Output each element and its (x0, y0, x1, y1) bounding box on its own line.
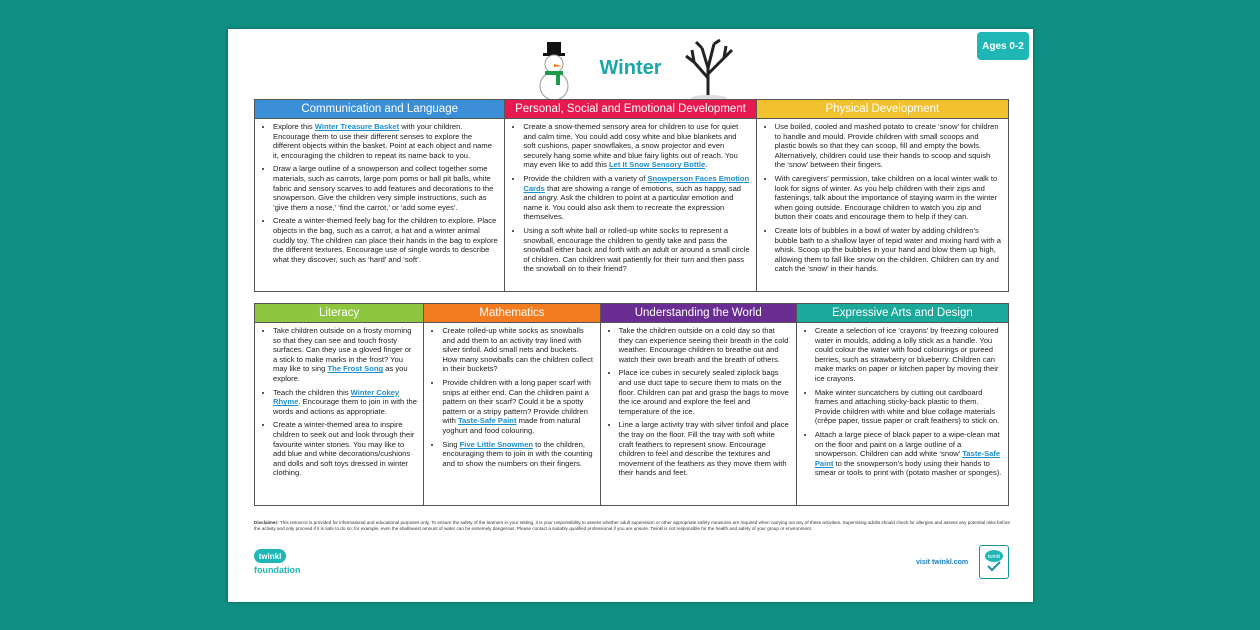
svg-text:twinkl: twinkl (987, 554, 1001, 560)
activity-list (255, 119, 504, 268)
activity-item: • Sing Five Little Snowmen to the children, encouraging them to join in with the counting and to show the numbers on their fingers. (442, 440, 593, 469)
activity-item: • Draw a large outline of a snowperson and collect together some materials, such as carrots, large pom poms or ball pit balls, white fabric and sensory scarves to add features and decorations to the snowperson. Give the children very simple instructions, such as ‘give them a nose,’ ‘find the carrot,’ or ‘add some eyes’. (273, 164, 498, 212)
activity-item: • Create a selection of ice ‘crayons’ by freezing coloured water in moulds, adding a lolly stick as a handle. You could colour the water with food colourings or pureed berries, such as strawberry or blueberry. Children can make marks on paper or kitchen paper by moving their ice crayons. (815, 326, 1002, 384)
page-title: Winter (599, 57, 662, 79)
section-expressive-arts (797, 304, 1008, 505)
activity-item: • With caregivers’ permission, take children on a local winter walk to look for signs of winter. As you help children with their zips and fastenings, talk about the importance of staying warm in the winter when going outside. Encourage children to watch you zip and button their coats and encourage them to help if they can. (775, 174, 1002, 222)
section-heading: Communication and Language (255, 100, 504, 119)
visit-link[interactable]: visit twinkl.com (916, 559, 969, 566)
resource-link[interactable]: Winter Cokey Rhyme (273, 387, 400, 407)
activity-item: • Create lots of bubbles in a bowl of water by adding children’s bubble bath to a shallow layer of tepid water and mixing hard with a whisk. Scoop up the bubbles in your hand and blow them up high, allowing them to fall like snow on the children. Children can try and catch the ‘snow’ in their hands. (775, 226, 1002, 274)
section-literacy (255, 304, 424, 505)
activity-list (505, 119, 755, 278)
section-understanding-world (601, 304, 797, 505)
resource-link[interactable]: Snowperson Faces Emotion Cards (523, 173, 750, 193)
activity-item: • Using a soft white ball or rolled-up white socks to represent a snowball, encourage the children to gently take and pass the snowball either back and forth with an adult or around a small circle of children. Can children wait patiently for their turn and then pass the snowball on to their friend? (523, 226, 749, 274)
section-heading: Physical Development (757, 100, 1008, 119)
activity-item: • Create a winter-themed feely bag for the children to explore. Place objects in the bag, such as a carrot, a hat and a winter animal cuddly toy. The children can place their hands in the bag to explore the different textures. Encourage use of single words to describe what they discover, such as ‘hard’ and ‘soft’. (273, 216, 498, 264)
activity-item: • Take children outside on a frosty morning so that they can see and touch frosty surfaces. Can they use a gloved finger or a stick to make marks in the frost? You may like to sing The Frost Song as you explore. (273, 326, 417, 384)
resource-link[interactable]: Taste-Safe Paint (814, 449, 1001, 468)
twinkl-foundation-logo (254, 545, 304, 579)
activity-list (601, 323, 796, 482)
quality-assured-badge (979, 545, 1009, 579)
ages-badge: Ages 0-2 (977, 32, 1029, 60)
activity-item: • Teach the children this Winter Cokey Rhyme. Encourage them to join in with the words and actions as appropriate. (273, 388, 417, 417)
section-communication-language (255, 100, 505, 291)
activity-sheet (228, 29, 1033, 602)
resource-link[interactable]: Winter Treasure Basket (314, 122, 400, 131)
section-mathematics (424, 304, 600, 505)
section-heading: Literacy (255, 304, 423, 323)
activity-item: • Provide the children with a variety of Snowperson Faces Emotion Cards that are showing a range of emotions, such as happy, sad and angry. Ask the children to point at a particular emotion and name it. You could also ask them to recreate the expression themselves. (523, 174, 749, 222)
activity-list (797, 323, 1008, 482)
activity-item: • Create a winter-themed area to inspire children to seek out and look through their favourite winter stories. You may like to add blue and white decorations/cushions and dolls and soft toys dressed in winter clothing. (273, 420, 417, 478)
activity-item: • Use boiled, cooled and mashed potato to create ‘snow’ for children to handle and mould. Provide children with small scoops and plastic bowls so that they can scoop, fill and empty the bowls. Alternatively, children could use their hands to scoop and squish the ‘snow’ between their fingers. (775, 122, 1002, 170)
svg-text:twinkl: twinkl (258, 552, 282, 561)
section-psed (505, 100, 756, 291)
resource-link[interactable]: Five Little Snowmen (459, 439, 534, 449)
activity-item: • Create rolled-up white socks as snowballs and add them to an activity tray lined with silver tinfoil. Add small nets and buckets. How many snowballs can the children collect in their buckets? (442, 326, 593, 374)
activity-list (757, 119, 1008, 278)
section-physical-development (757, 100, 1008, 291)
row-top (254, 99, 1009, 292)
section-heading: Mathematics (424, 304, 599, 323)
disclaimer: Disclaimer: This resource is provided for informational and educational purposes only. To ensure the safety of the learners in your setting, it is your responsibility to assess whether adult supervision or other appropriate safety measures are required when carrying out any of these activities. Supervising adults should check for allergies and assess any potential risks before the activity and only proceed if it is safe to do so; for example, even the shallowest amount of water can be extremely dangerous. Please contact a suitably qualified professional if you are unsure. Twinkl is not responsible for the health and safety of your group or environment. (254, 520, 1011, 531)
activity-item: • Make winter suncatchers by cutting out cardboard frames and attaching sticky-back plastic to them. Provide children with white and blue collage materials (crêpe paper, tissue paper or craft feathers) to stick on. (815, 388, 1002, 426)
activity-item: • Explore this Winter Treasure Basket with your children. Encourage them to use their different senses to explore the different objects within the basket. Point at each object and name it, encouraging the children to repeat its name back to you. (273, 122, 498, 160)
activity-item: • Line a large activity tray with silver tinfoil and place the tray on the floor. Fill the tray with soft white craft feathers to represent snow. Encourage children to feel and describe the textures and movement of the feathers as they move them with their hands and feet. (619, 420, 790, 478)
resource-link[interactable]: Taste-Safe Paint (457, 416, 517, 426)
activity-item: • Take the children outside on a cold day so that they can experience seeing their breath in the cold weather. Encourage children to breathe out and watch their own breath and the breath of others. (619, 326, 790, 364)
activity-item: • Provide children with a long paper scarf with snips at either end. Can the children paint a pattern on their scarf? Could it be a spotty pattern or a stripy pattern? Provide children with Taste-Safe Paint made from natural yoghurt and food colouring. (442, 378, 593, 436)
svg-text:foundation: foundation (254, 565, 301, 575)
activity-item: • Create a snow-themed sensory area for children to use for quiet and calm time. You could add cosy white and blue blankets and soft cushions, paper snowflakes, a snow projector and even securely hang some white and blue fairy lights out of reach. You may even like to add this Let It Snow Sensory Bottle. (523, 122, 749, 170)
activity-item: • Place ice cubes in securely sealed ziplock bags and use duct tape to secure them to mats on the floor. Children can pat and grasp the bags to move the ice around and explore the feel and temperature of the ice. (619, 368, 790, 416)
resource-link[interactable]: The Frost Song (327, 364, 384, 374)
activity-list (424, 323, 599, 472)
section-heading: Expressive Arts and Design (797, 304, 1008, 323)
activity-list (255, 323, 423, 482)
winter-tree-icon (680, 38, 738, 100)
resource-link[interactable]: Let It Snow Sensory Bottle (609, 160, 706, 170)
section-heading: Understanding the World (601, 304, 796, 323)
section-heading: Personal, Social and Emotional Development (505, 100, 755, 119)
row-bottom (254, 303, 1009, 506)
activity-item: • Attach a large piece of black paper to a wipe-clean mat on the floor and paint on a large outline of a snowperson. Children can add white ‘snow’ Taste-Safe Paint to the snowperson’s body using their hands to smear or tools to print with (potato masher or sponges). (815, 430, 1002, 478)
